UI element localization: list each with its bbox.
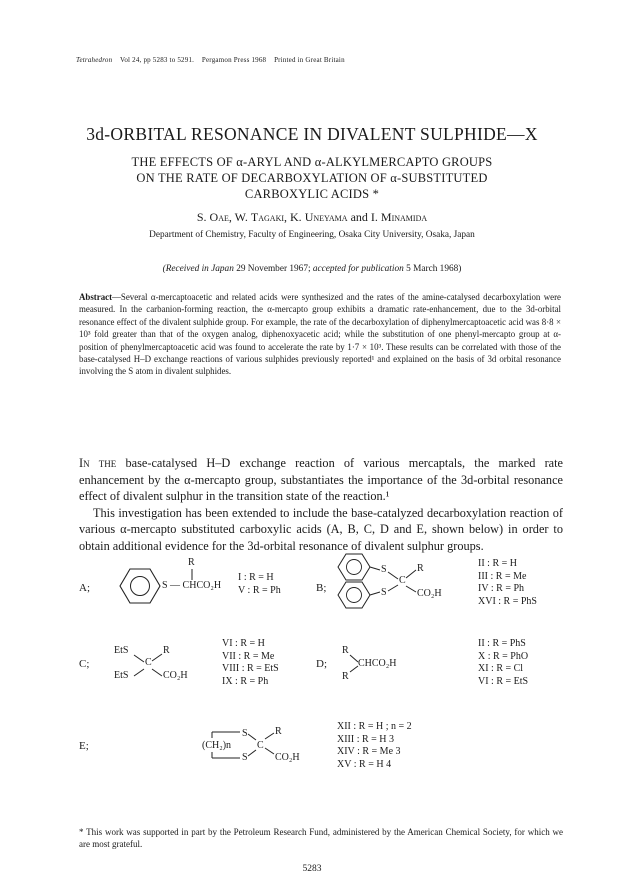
subtitle-line: ON THE RATE OF DECARBOXYLATION OF α-SUBSTITUTED — [136, 171, 488, 185]
compound-list — [478, 638, 528, 688]
chco2h-group: CHCO₂H — [358, 658, 397, 669]
received-dates: (Received in Japan 29 November 1967; accepted for publication 5 March 1968) — [162, 264, 462, 274]
body-text — [79, 455, 563, 554]
compound-entry: XVI : R = PhS — [478, 595, 537, 607]
sulfur-atom: S — [381, 564, 387, 575]
compound-list — [222, 638, 279, 688]
abstract-label: Abstract — [79, 292, 113, 302]
journal-name: Tetrahedron — [76, 56, 113, 64]
benzene-ring-icon — [118, 565, 168, 605]
printed-in: Printed in Great Britain — [274, 56, 345, 64]
structure-label: E; — [79, 740, 89, 752]
paragraph: In the base-catalysed H–D exchange reaction of various mercaptals, the marked rate enhancement by the α-mercapto group, substantiates the importance of the 3d-orbital resonance effect of divalent sulphur in the transition state of the reaction.¹ — [79, 456, 563, 503]
compound-entry: VII : R = Me — [222, 650, 275, 662]
structure-label: B; — [316, 582, 327, 594]
r-group: R — [163, 645, 170, 656]
compound-entry: VIII : R = EtS — [222, 663, 279, 674]
compound-entry: XV : R = H 4 — [337, 758, 392, 770]
author: S. Oae — [196, 210, 229, 224]
structure-label: C; — [79, 658, 90, 670]
abstract-text: —Several α-mercaptoacetic and related acids were synthesized and the rates of the amine-catalysed decarboxylation were measured. In the carbanion-forming reaction, the α-mercapto group exhibits a dramatic rate-enhancement, due to the 3d-orbital resonance effect of the divalent sulphide group. For example, the rate of the decarboxylation of diphenylmercaptoacetic acid was 8·8 × 10³ fold greater than that of the oxygen analog, diphenoxyacetic acid; while the substitution of one phenyl-mercapto group at α-position of phenylmercaptoacetic acid was found to accelerate the rate by 1·7 × 10³. These results can be correlated with those of the base-catalysed H–D exchange reactions of various sulphides previously reported¹ and explained on the basis of 3d orbital resonance involving the S atom in divalent sulphides. — [79, 292, 561, 377]
carbon-atom: C — [257, 740, 264, 751]
author: W. Tagaki — [234, 210, 285, 224]
r-group: R — [275, 726, 282, 737]
sulfur-atom: S — [381, 587, 387, 598]
affiliation: Department of Chemistry, Faculty of Engineering, Osaka City University, Osaka, Japan — [149, 230, 475, 240]
ethylthio-group: EtS — [114, 645, 129, 656]
citation: Vol 24, pp 5283 to 5291. — [120, 56, 195, 64]
compound-entry: X : R = PhO — [478, 650, 529, 662]
compound-list — [238, 572, 281, 597]
page-number: 5283 — [302, 864, 322, 874]
footnote: * This work was supported in part by the Petroleum Research Fund, administered by the American Chemical Society, for which we are most grateful. — [79, 827, 563, 849]
compound-list — [478, 558, 537, 608]
sulfur-atom: S — [242, 752, 248, 763]
sulfur-atom: S — [242, 728, 248, 739]
carboxyl-group: CO₂H — [417, 588, 442, 599]
r-group: R — [417, 563, 424, 574]
r-group: R — [342, 671, 349, 682]
compound-entry: VI : R = EtS — [478, 675, 529, 687]
carbon-atom: C — [399, 575, 406, 586]
carboxyl-group: CO₂H — [275, 752, 300, 763]
compound-entry: XI : R = Cl — [478, 663, 524, 674]
r-group: R — [342, 645, 349, 656]
compound-entry: II : R = PhS — [478, 638, 526, 649]
compound-entry: XIII : R = H 3 — [337, 733, 395, 745]
structure-label: A; — [79, 582, 90, 594]
chain-formula: S — CHCO₂H — [162, 580, 222, 591]
paragraph: This investigation has been extended to include the base-catalyzed decarboxylation reaction of various α-mercapto substituted carboxylic acids (A, B, C, D and E, shown below) in order to obtain additional evidence for the 3d-orbital resonance of divalent sulphur groups. — [79, 505, 563, 553]
r-group: R — [188, 557, 195, 568]
carbon-atom: C — [145, 657, 152, 668]
abstract — [79, 291, 561, 378]
author: I. Minamida — [370, 210, 428, 224]
compound-entry: IV : R = Ph — [478, 583, 525, 594]
compound-entry: XII : R = H ; n = 2 — [337, 721, 412, 732]
carboxyl-group: CO₂H — [163, 670, 188, 681]
compound-entry: V : R = Ph — [238, 584, 281, 596]
publisher: Pergamon Press 1968 — [201, 56, 267, 64]
compound-entry: II : R = H — [478, 558, 517, 569]
author-list: S. Oae, W. Tagaki, K. Uneyama and I. Minamida — [196, 210, 428, 224]
paper-title: 3d-ORBITAL RESONANCE IN DIVALENT SULPHIDE—X — [86, 124, 538, 144]
running-head — [76, 56, 345, 64]
subtitle-line: CARBOXYLIC ACIDS * — [244, 187, 380, 201]
compound-entry: IX : R = Ph — [222, 675, 269, 687]
compound-entry: I : R = H — [238, 572, 274, 583]
compound-entry: III : R = Me — [478, 570, 527, 582]
structure-label: D; — [316, 658, 327, 670]
paper-subtitle — [0, 154, 624, 202]
author: K. Uneyama — [290, 210, 348, 224]
dithiole-ring-icon — [336, 552, 476, 614]
ethylthio-group: EtS — [114, 670, 129, 681]
compound-entry: XIV : R = Me 3 — [337, 746, 401, 757]
subtitle-line: THE EFFECTS OF α-ARYL AND α-ALKYLMERCAPTO GROUPS — [131, 155, 493, 169]
compound-list — [337, 721, 412, 771]
methylene-chain: (CH₂)n — [202, 740, 232, 751]
compound-entry: VI : R = H — [222, 638, 265, 649]
